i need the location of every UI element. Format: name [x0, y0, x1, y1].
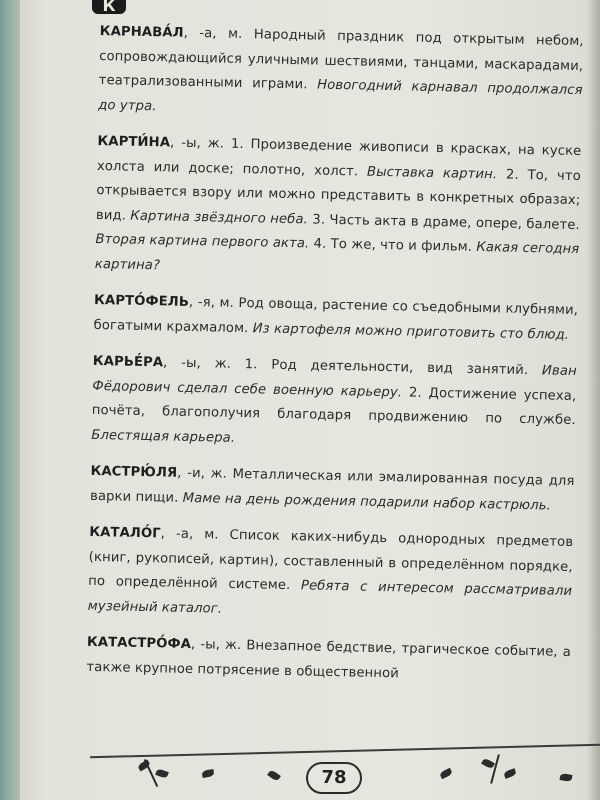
example: Новогодний карнавал продолжался до утра.	[98, 77, 583, 114]
definition: Металлическая или эмалированная посуда для варки пищи.	[89, 466, 575, 506]
grammar-note: , -а, м.	[183, 25, 243, 42]
example: Какая сегодня картина?	[94, 239, 580, 273]
definition: 3. Часть акта в драме, опере, балете.	[307, 211, 580, 233]
definition: 1. Род деятельности, вид занятий.	[230, 356, 529, 379]
leaf-icon	[201, 769, 214, 778]
leaf-icon	[439, 768, 453, 779]
example: Маме на день рождения подарили набор кастрюль.	[178, 490, 552, 514]
page-shadow	[586, 0, 600, 800]
footer-divider	[90, 744, 600, 758]
page-number: 78	[306, 762, 362, 794]
definition: 4. То же, что и фильм.	[309, 236, 473, 255]
dictionary-column	[86, 20, 584, 702]
definition: Народный праздник под открытым небом, сопровождающийся уличными шествиями, танцами, маскарадами, театрализованными играми.	[98, 26, 584, 93]
example: Из картофеля можно приготовить сто блюд.	[248, 320, 570, 343]
leaf-icon	[503, 768, 517, 779]
leaf-icon	[267, 769, 281, 782]
definition: Внезапное бедствие, трагическое событие, а также крупное потрясение в общественной	[86, 638, 572, 681]
leaf-icon	[559, 773, 572, 782]
definition: Список каких-нибудь однородных предметов (книг, рукописей, картин), составленный в определённом порядке, по определённой системе.	[88, 527, 574, 594]
grammar-note: , -ы, ж.	[190, 637, 242, 654]
entry-katalog	[87, 521, 573, 629]
cover-edge	[0, 0, 20, 800]
headword: КАСТРЮ́ЛЯ	[90, 463, 178, 481]
grammar-note: , -ы, ж.	[162, 355, 232, 372]
entry-kastryulya	[90, 460, 575, 519]
example: Выставка картин.	[358, 163, 498, 182]
definition: Род овоща, растение со съедобными клубнями, богатыми крахмалом.	[93, 295, 579, 336]
leaf-icon	[481, 757, 495, 769]
sprig-icon	[490, 754, 500, 783]
headword: КАТАСТРО́ФА	[86, 634, 192, 653]
grammar-note: , -и, ж.	[177, 465, 228, 482]
example: Иван Фёдорович сделал себе военную карьеру.	[92, 363, 577, 400]
grammar-note: , -а, м.	[160, 526, 219, 543]
headword: КАРТИ́НА	[97, 133, 171, 151]
definition: 1. Произведение живописи в красках, на куске холста или доске; полотно, холст.	[96, 136, 582, 179]
example: Картина звёздного неба.	[125, 208, 309, 227]
page-footer	[90, 740, 600, 800]
example: Блестящая карьера.	[91, 427, 236, 446]
headword: КАРНАВА́Л	[99, 23, 184, 41]
headword: КАРТО́ФЕЛЬ	[93, 292, 190, 310]
entry-kartina	[95, 130, 582, 287]
headword: КАРЬЕ́РА	[92, 353, 164, 371]
entry-karera	[91, 350, 577, 458]
headword: КАТАЛО́Г	[89, 524, 161, 542]
entry-kartofel	[93, 289, 578, 348]
entry-katastrofa	[86, 631, 571, 690]
example: Вторая картина первого акта.	[95, 231, 310, 252]
entry-karnaval	[98, 20, 584, 128]
definition: 2. То, что открывается взору или можно представить в конкретных образах; вид.	[95, 166, 581, 224]
example: Ребята с интересом рассматривали музейный каталог.	[87, 578, 573, 617]
grammar-note: , -ы, ж.	[169, 135, 225, 152]
letter-tab: К	[92, 0, 126, 14]
leaf-icon	[155, 768, 169, 779]
grammar-note: , -я, м.	[188, 294, 235, 311]
definition: 2. Достижение успеха, почёта, благополучия благодаря продвижению по службе.	[91, 384, 577, 429]
